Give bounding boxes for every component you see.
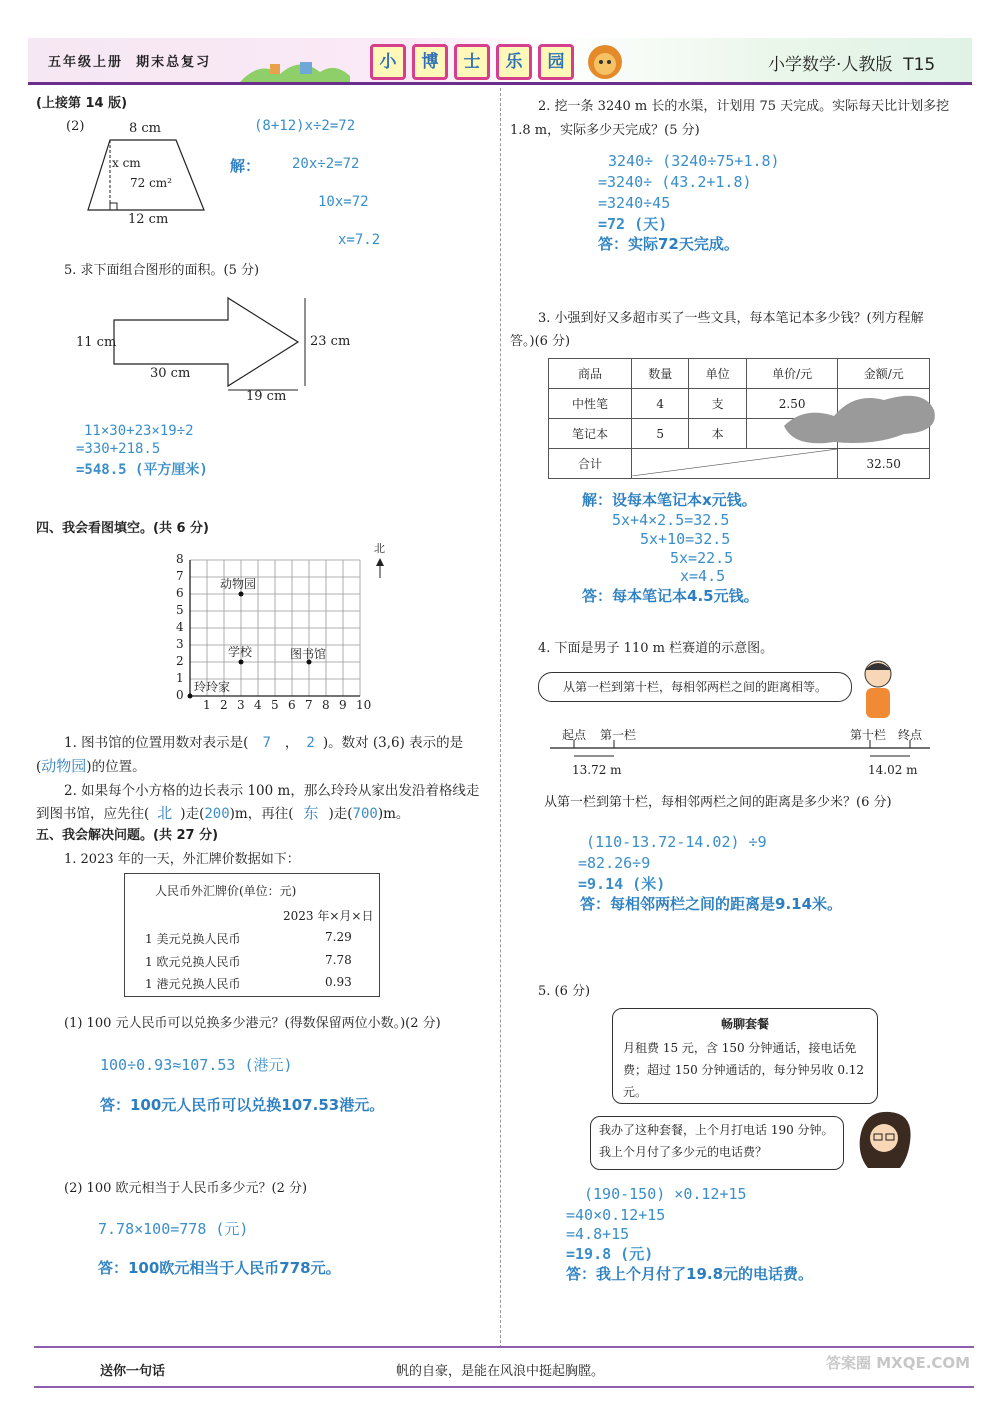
shop-h3: 单价/元 [746, 359, 838, 389]
shop-r1-c1: 4 [631, 389, 688, 419]
y-tick: 2 [176, 654, 184, 668]
boy-figure-icon [856, 656, 900, 724]
r-q5-sol-4: =19.8 (元) [566, 1245, 654, 1263]
point-home [188, 694, 193, 699]
shop-r1-c3: 2.50 [746, 389, 838, 419]
shop-total-blank [631, 449, 837, 479]
trap-top: 8 cm [129, 121, 162, 136]
shop-r1-c0: 中性笔 [549, 389, 632, 419]
header-grade: 五年级上册 期末总复习 [48, 55, 212, 70]
shop-total-label: 合计 [549, 449, 632, 479]
y-tick: 5 [176, 603, 184, 617]
fx-row-2-label: 1 欧元兑换人民币 [145, 955, 241, 969]
arrow-figure [110, 292, 330, 392]
footer-quote: 帆的自豪，是能在风浪中挺起胸膛。 [396, 1364, 605, 1379]
logo-char-5: 园 [538, 44, 574, 80]
point-zoo [239, 592, 244, 597]
shop-h0: 商品 [549, 359, 632, 389]
s5-q1-2-sol: 7.78×100=778 (元) [98, 1220, 249, 1238]
y-tick: 7 [176, 569, 184, 583]
shop-header-row [549, 359, 930, 389]
label-school: 学校 [228, 645, 253, 659]
r-q3-sol-5: x=4.5 [680, 567, 726, 585]
r-q4-question: 从第一栏到第十栏，每相邻两栏之间的距离是多少米？(6 分) [544, 795, 892, 810]
r-q4-sol-2: =82.26÷9 [578, 854, 651, 872]
r-q5-sol-2: =40×0.12+15 [566, 1206, 666, 1224]
section-5-title: 五、我会解决问题。(共 27 分) [36, 828, 219, 843]
logo-char-2: 博 [412, 44, 448, 80]
trap-bottom: 12 cm [128, 212, 169, 227]
x-tick: 7 [305, 698, 313, 712]
shop-h2: 单位 [689, 359, 746, 389]
s4-q2-line1: 2. 如果每个小方格的边长表示 100 m，那么玲玲从家出发沿着格线走 [64, 783, 480, 799]
track-first: 第一栏 [600, 728, 637, 742]
r-q5-sol-3: =4.8+15 [566, 1225, 630, 1243]
s5-q1-2: (2) 100 欧元相当于人民币多少元？(2 分) [64, 1181, 308, 1196]
s4-q1-line1: 1. 图书馆的位置用数对表示是( 7 ， 2 )。数对 (3,6) 表示的是 [64, 735, 464, 751]
x-tick: 8 [322, 698, 330, 712]
x-tick: 10 [356, 698, 372, 712]
fx-row-3-label: 1 港元兑换人民币 [145, 977, 241, 991]
p2-eq-2: 20x÷2=72 [292, 156, 360, 172]
x-tick: 3 [237, 698, 245, 712]
q5-sol-3: =548.5 (平方厘米) [76, 462, 208, 478]
fx-row-1-label: 1 美元兑换人民币 [145, 932, 241, 946]
north-label: 北 [374, 542, 385, 555]
y-tick: 0 [176, 688, 184, 702]
r-q5-label: 5. (6 分) [538, 984, 591, 999]
fx-date: 2023 年×月×日 [283, 909, 374, 923]
plan-text: 月租费 15 元，含 150 分钟通话，接电话免费；超过 150 分钟通话的，每分钟另收 0.12 元。 [623, 1041, 865, 1099]
label-library: 图书馆 [290, 647, 327, 661]
s5-q1-1-sol: 100÷0.93≈107.53 (港元) [100, 1056, 293, 1074]
shop-total-row [549, 449, 930, 479]
plan-box [612, 1008, 878, 1104]
p2-label: (2) [66, 119, 85, 134]
column-divider [500, 88, 501, 1348]
x-tick: 2 [220, 698, 228, 712]
arrow-a: 11 cm [76, 335, 117, 350]
trap-side: x cm [112, 156, 141, 170]
r-q3-line1: 3. 小强到好又多超市买了一些文具，每本笔记本多少钱？(列方程解 [538, 311, 924, 326]
header-subject: 小学数学·人教版 T15 [768, 55, 936, 75]
track-d2: 14.02 m [868, 763, 918, 777]
r-q3-sol-2: 5x+4×2.5=32.5 [612, 511, 730, 529]
y-tick: 6 [176, 586, 184, 600]
logo-char-1: 小 [370, 44, 406, 80]
fx-row-2-value: 7.78 [325, 953, 352, 967]
s5-q1-text: 1. 2023 年的一天，外汇牌价数据如下： [64, 852, 300, 867]
r-q3-line2: 答。)(6 分) [510, 334, 571, 349]
s5-q1-1-ans: 答：100元人民币可以兑换107.53港元。 [100, 1096, 385, 1114]
y-tick: 8 [176, 552, 184, 566]
r-q2-line2: 1.8 m，实际多少天完成？(5 分) [510, 123, 700, 138]
r-q3-sol-3: 5x+10=32.5 [640, 530, 731, 548]
y-tick: 4 [176, 620, 184, 634]
r-q4-text: 4. 下面是男子 110 m 栏赛道的示意图。 [538, 641, 774, 656]
plan-title: 畅聊套餐 [720, 1017, 769, 1031]
header-decoration [240, 56, 350, 82]
s4-q1-line2: (动物园)的位置。 [36, 757, 146, 775]
logo-char-3: 士 [454, 44, 490, 80]
fx-row-1-value: 7.29 [325, 930, 352, 944]
fx-title: 人民币外汇牌价(单位：元) [155, 884, 297, 898]
y-tick: 1 [176, 671, 184, 685]
woman-figure-icon [850, 1108, 920, 1172]
track-start: 起点 [562, 728, 587, 742]
section-4-title: 四、我会看图填空。(共 6 分) [36, 521, 209, 536]
arrow-d: 19 cm [246, 389, 287, 404]
lion-mascot-icon [582, 42, 628, 82]
r-q4-ans: 答：每相邻两栏之间的距离是9.14米。 [580, 895, 843, 913]
speech-bubble: 我办了这种套餐，上个月打电话 190 分钟。我上个月付了多少元的电话费？ [590, 1116, 844, 1170]
watermark: 答案圈 MXQE.COM [826, 1354, 971, 1372]
x-tick: 6 [288, 698, 296, 712]
shop-r1-c2: 支 [689, 389, 746, 419]
track-end: 终点 [898, 728, 923, 742]
trap-area: 72 cm² [130, 176, 172, 190]
x-tick: 1 [203, 698, 211, 712]
s4-q2-line2: 到图书馆，应先往( 北 )走(200)m，再往( 东 )走(700)m。 [36, 804, 410, 822]
q5-sol-1: 11×30+23×19÷2 [84, 423, 194, 439]
r-q4-bubble: 从第一栏到第十栏，每相邻两栏之间的距离相等。 [538, 672, 852, 702]
label-home: 玲玲家 [194, 680, 231, 694]
arrow-b: 30 cm [150, 366, 191, 381]
track-d1: 13.72 m [572, 763, 622, 777]
r-q5-ans: 答：我上个月付了19.8元的电话费。 [566, 1265, 814, 1283]
label-zoo: 动物园 [220, 577, 257, 591]
track-tenth: 第十栏 [850, 728, 887, 742]
smudge-blot [774, 386, 942, 448]
shop-total-value: 32.50 [838, 449, 930, 479]
r-q3-ans: 答：每本笔记本4.5元钱。 [582, 587, 759, 605]
r-q2-ans: 答：实际72天完成。 [598, 235, 739, 253]
s5-q1-2-ans: 答：100欧元相当于人民币778元。 [98, 1259, 341, 1277]
y-tick: 3 [176, 637, 184, 651]
q5-text: 5. 求下面组合图形的面积。(5 分) [64, 263, 260, 278]
x-tick: 9 [339, 698, 347, 712]
x-tick: 5 [271, 698, 279, 712]
p2-eq-4: x=7.2 [338, 232, 381, 248]
r-q4-sol-3: =9.14 (米) [578, 875, 666, 893]
r-q3-sol-4: 5x=22.5 [670, 549, 734, 567]
fx-table [124, 873, 380, 997]
r-q2-sol-3: =3240÷45 [598, 194, 671, 212]
r-q3-sol-1: 解：设每本笔记本x元钱。 [582, 491, 757, 509]
r-q2-sol-1: 3240÷ (3240÷75+1.8) [608, 152, 780, 170]
r-q5-sol-1: (190-150) ×0.12+15 [584, 1185, 747, 1203]
shop-r2-c1: 5 [631, 419, 688, 449]
x-tick: 4 [254, 698, 262, 712]
continued-note: (上接第 14 版) [36, 96, 128, 111]
p2-jie: 解： [230, 157, 261, 175]
shop-h1: 数量 [631, 359, 688, 389]
p2-eq-3: 10x=72 [318, 194, 369, 210]
r-q2-sol-2: =3240÷ (43.2+1.8) [598, 173, 752, 191]
s5-q1-1: (1) 100 元人民币可以兑换多少港元？(得数保留两位小数。)(2 分) [64, 1016, 441, 1031]
footer-label: 送你一句话 [100, 1364, 166, 1379]
shop-r2-c2: 本 [689, 419, 746, 449]
fx-row-3-value: 0.93 [325, 975, 352, 989]
logo-char-4: 乐 [496, 44, 532, 80]
r-q4-sol-1: (110-13.72-14.02) ÷9 [586, 833, 767, 851]
p2-eq-1: (8+12)x÷2=72 [254, 118, 356, 134]
shop-h4: 金额/元 [838, 359, 930, 389]
shop-r2-c0: 笔记本 [549, 419, 632, 449]
q5-sol-2: =330+218.5 [76, 441, 161, 457]
arrow-c: 23 cm [310, 334, 351, 349]
r-q2-sol-4: =72 (天) [598, 215, 668, 233]
r-q2-line1: 2. 挖一条 3240 m 长的水渠，计划用 75 天完成。实际每天比计划多挖 [538, 99, 950, 114]
point-school [239, 660, 244, 665]
